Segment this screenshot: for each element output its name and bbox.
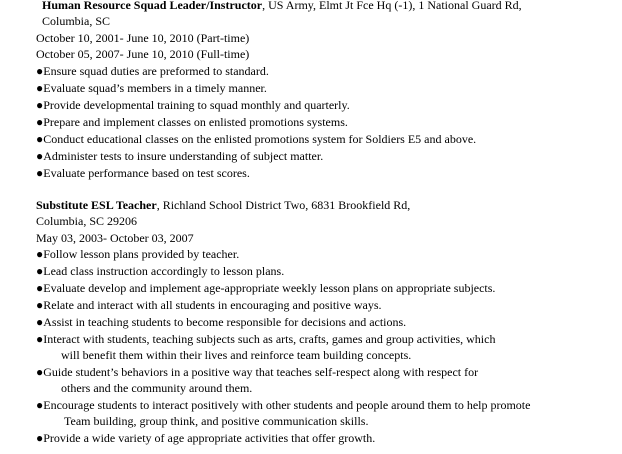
job-2-duty: ●Lead class instruction accordingly to lesson plans. <box>36 264 285 278</box>
job-1-title: Human Resource Squad Leader/Instructor <box>42 0 263 12</box>
bullet-icon: ● <box>36 315 44 329</box>
job-2-duty: ●Encourage students to interact positively with other students and people around them to help promote <box>36 398 531 412</box>
job-2-date-1: May 03, 2003- October 03, 2007 <box>36 231 194 245</box>
job-2-title: Substitute ESL Teacher <box>36 198 157 212</box>
bullet-icon: ● <box>36 98 44 112</box>
job-1-duty: ●Evaluate squad’s members in a timely manner. <box>36 81 267 95</box>
job-2-employer: , Richland School District Two, 6831 Brookfield Rd, <box>156 198 411 212</box>
bullet-icon: ● <box>36 298 44 312</box>
bullet-icon: ● <box>36 247 44 261</box>
job-1-duty: ●Administer tests to insure understanding of subject matter. <box>36 149 324 163</box>
job-2-duty: ●Guide student’s behaviors in a positive way that teaches self-respect along with respect for <box>36 365 479 379</box>
bullet-icon: ● <box>36 431 44 445</box>
job-2-location: Columbia, SC 29206 <box>36 214 138 228</box>
bullet-icon: ● <box>36 281 44 295</box>
job-1-duty: ●Ensure squad duties are preformed to standard. <box>36 64 269 78</box>
job-1-duty: ●Conduct educational classes on the enlisted promotions system for Soldiers E5 and above. <box>36 132 477 146</box>
job-1-employer: , US Army, Elmt Jt Fce Hq (-1), 1 National Guard Rd, <box>262 0 522 12</box>
bullet-icon: ● <box>36 115 44 129</box>
bullet-icon: ● <box>36 398 44 412</box>
job-1-date-1: October 10, 2001- June 10, 2010 (Part-time) <box>36 31 250 45</box>
bullet-icon: ● <box>36 264 44 278</box>
bullet-icon: ● <box>36 365 44 379</box>
job-2-duty: ●Relate and interact with all students in encouraging and positive ways. <box>36 298 382 312</box>
job-1-location: Columbia, SC <box>42 14 111 28</box>
job-1-header <box>42 0 522 14</box>
job-2-duty-continuation: will benefit them within their lives and reinforce team building concepts. <box>61 348 412 362</box>
job-2-duty: ●Assist in teaching students to become responsible for decisions and actions. <box>36 315 407 329</box>
job-2-duty: ●Follow lesson plans provided by teacher. <box>36 247 240 261</box>
bullet-icon: ● <box>36 81 44 95</box>
job-1-duty: ●Provide developmental training to squad monthly and quarterly. <box>36 98 350 112</box>
bullet-icon: ● <box>36 132 44 146</box>
job-2-duty: ●Provide a wide variety of age appropriate activities that offer growth. <box>36 431 376 445</box>
job-1-duty: ●Prepare and implement classes on enlisted promotions systems. <box>36 115 348 129</box>
job-2-duty-continuation: others and the community around them. <box>61 381 253 395</box>
job-2-duty: ●Evaluate develop and implement age-appropriate weekly lesson plans on appropriate subjects. <box>36 281 496 295</box>
job-2-duty-continuation: Team building, group think, and positive communication skills. <box>64 414 369 428</box>
bullet-icon: ● <box>36 166 44 180</box>
job-2-header <box>36 197 410 214</box>
bullet-icon: ● <box>36 64 44 78</box>
job-1-duty: ●Evaluate performance based on test scores. <box>36 166 250 180</box>
job-2-duty: ●Interact with students, teaching subjects such as arts, crafts, games and group activities, which <box>36 332 496 346</box>
bullet-icon: ● <box>36 149 44 163</box>
bullet-icon: ● <box>36 332 44 346</box>
job-1-date-2: October 05, 2007- June 10, 2010 (Full-time) <box>36 47 250 61</box>
